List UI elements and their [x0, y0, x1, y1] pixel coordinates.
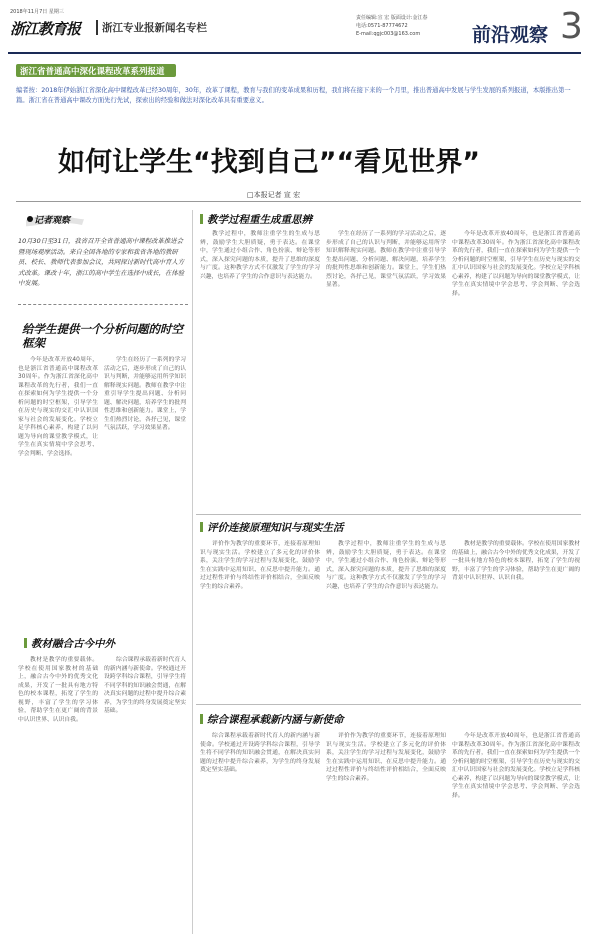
body-column-12 [326, 732, 446, 934]
body-paragraph: 综合课程承载着新时代育人的新内涵与新使命。学校通过开设跨学科综合课程，引导学生将不同学科的知识融会贯通，在解决真实问题的过程中提升综合素养，为学生的终身发展奠定坚实基础。 [104, 657, 186, 714]
body-paragraph: 今年是改革开放40周年，也是浙江省普通高中课程改革30周年。作为浙江省深化高中课程改革的先行者，我们一直在探索如何为学生提供一个分析问题的时空框架，引导学生在历史与现实的交汇中认识国家与社会的发展变化。学校立足学科核心素养，构建了以问题为导向的课堂教学模式，让学生在真实情境中学会思考、学会判断、学会选择。 [452, 231, 580, 297]
editor-note: 编者按：2018年伊始浙江省深化高中课程改革已经30周年，30年，改革了课程，教育与我们的变革成果和历程，我们将在接下来的一个月里，推出普通高中发展与学生发展的系列报道，本版推出第一篇。浙江省在普通高中课改方面先行先试，探索出的经验和做法对深化改革具有重要意义。 [16, 87, 571, 104]
lead-label-box [24, 210, 80, 226]
body-column-10 [452, 540, 580, 700]
section-heading-2 [200, 212, 312, 227]
body-column-8 [200, 540, 320, 700]
body-paragraph: 学生在经历了一系列的学习活动之后，逐步形成了自己的认识与判断，并能够运用所学知识解释现实问题。教师在教学中注重引导学生提出问题、分析问题、解决问题，培养学生的批判性思维和创新能力。课堂上，学生们热烈讨论，各抒己见，课堂气氛活跃，学习效果显著。 [326, 231, 446, 288]
body-paragraph: 今年是改革开放40周年，也是浙江省普通高中课程改革30周年。作为浙江省深化高中课程改革的先行者，我们一直在探索如何为学生提供一个分析问题的时空框架，引导学生在历史与现实的交汇中认识国家与社会的发展变化。学校立足学科核心素养，构建了以问题为导向的课堂教学模式，让学生在真实情境中学会思考、学会判断、学会选择。 [18, 357, 98, 457]
byline: □本报记者 宣 宏 [247, 191, 301, 199]
body-paragraph: 教材是教学的重要载体。学校在使用国家教材的基础上，融合古今中外的优秀文化成果，开发了一批具有地方特色的校本课程，拓宽了学生的视野，丰富了学生的学习体验，帮助学生在更广阔的背景中认识世界、认识自我。 [18, 657, 98, 723]
headline-separator [16, 201, 581, 202]
body-column-4 [104, 656, 186, 934]
masthead [8, 8, 581, 48]
column-slogan: 浙江专业报新闻名专栏 [96, 20, 207, 35]
body-paragraph: 今年是改革开放40周年，也是浙江省普通高中课程改革30周年。作为浙江省深化高中课程改革的先行者，我们一直在探索如何为学生提供一个分析问题的时空框架，引导学生在历史与现实的交汇中认识国家与社会的发展变化。学校立足学科核心素养，构建了以问题为导向的课堂教学模式，让学生在真实情境中学会思考、学会判断、学会选择。 [452, 733, 580, 799]
section-heading-1: 给学生提供一个分析问题的时空框架 [22, 322, 183, 350]
body-column-13 [452, 732, 580, 934]
heading-text: 教材融合古今中外 [31, 638, 115, 650]
issue-date: 2018年11月7日 星期三 [10, 9, 64, 15]
body-column-1 [18, 356, 98, 626]
body-column-7 [452, 230, 580, 510]
page-number: 3 [560, 6, 583, 47]
body-paragraph: 评价作为教学的重要环节，连接着原理知识与现实生活。学校建立了多元化的评价体系，关注学生的学习过程与发展变化，鼓励学生在实践中运用知识、在反思中提升能力。通过过程性评价与终结性评价相结合，全面反映学生的综合素养。 [200, 541, 320, 590]
section-heading-5 [200, 712, 344, 727]
lead-divider [18, 304, 188, 305]
body-column-6 [326, 230, 446, 510]
masthead-rule [8, 52, 581, 54]
phone-line: 电话:0571-87774672 [356, 23, 408, 29]
lead-label: 记者观察 [34, 216, 71, 226]
body-paragraph: 综合课程承载着新时代育人的新内涵与新使命。学校通过开设跨学科综合课程，引导学生将不同学科的知识融会贯通，在解决真实问题的过程中提升综合素养，为学生的终身发展奠定坚实基础。 [200, 733, 320, 773]
email-line: E-mail:qgjc003@163.com [356, 31, 421, 37]
column-divider [192, 210, 193, 934]
body-paragraph: 教学过程中，教师注重学生的生成与思辨，鼓励学生大胆质疑，勇于表达。在课堂中，学生通过小组合作、角色扮演、辩论等形式，深入探究问题的本质，提升了思维的深度与广度。这种教学方式不仅激发了学生的学习兴趣，也培养了学生的合作意识与表达能力。 [200, 231, 320, 280]
heading-marker [200, 714, 203, 724]
body-paragraph: 教材是教学的重要载体。学校在使用国家教材的基础上，融合古今中外的优秀文化成果，开发了一批具有地方特色的校本课程，拓宽了学生的视野，丰富了学生的学习体验，帮助学生在更广阔的背景中认识世界、认识自我。 [452, 541, 580, 581]
body-column-3 [18, 656, 98, 934]
section-title: 前沿观察 [472, 24, 549, 46]
heading-text: 综合课程承载新内涵与新使命 [207, 714, 344, 726]
section-heading-4 [24, 636, 115, 651]
heading-marker [24, 638, 27, 648]
section-divider [196, 514, 581, 515]
heading-text: 评价连接原理知识与现实生活 [207, 522, 344, 534]
heading-marker [200, 522, 203, 532]
series-banner [16, 64, 176, 77]
headline: 如何让学生“找到自己”“看见世界” [58, 147, 480, 178]
body-paragraph: 评价作为教学的重要环节，连接着原理知识与现实生活。学校建立了多元化的评价体系，关注学生的学习过程与发展变化，鼓励学生在实践中运用知识、在反思中提升能力。通过过程性评价与终结性评价相结合，全面反映学生的综合素养。 [326, 733, 446, 782]
editor-credits [356, 14, 468, 38]
editor-line: 责任编辑:宣 宏 版面设计:金江春 [356, 15, 428, 21]
lead-text: 10月30日至31日，我省召开全省普通高中课程改革推进会暨现场观摩活动。来自全国各地的专家和我省各地的教研员、校长、教师代表参加会议，共同探讨新时代高中育人方式改革。课改十年，浙江的高中学生在选择中成长，在体验中发展。 [18, 237, 185, 287]
newspaper-logo: 浙江教育报 [10, 20, 81, 38]
heading-text: 教学过程重生成重思辨 [207, 214, 312, 226]
body-paragraph: 教学过程中，教师注重学生的生成与思辨，鼓励学生大胆质疑，勇于表达。在课堂中，学生通过小组合作、角色扮演、辩论等形式，深入探究问题的本质，提升了思维的深度与广度。这种教学方式不仅激发了学生的学习兴趣，也培养了学生的合作意识与表达能力。 [326, 541, 446, 590]
series-banner-text: 浙江省普通高中深化课程改革系列报道 [20, 67, 165, 77]
body-column-11 [200, 732, 320, 934]
body-column-9 [326, 540, 446, 700]
heading-marker [200, 214, 203, 224]
body-column-2 [104, 356, 186, 626]
body-column-5 [200, 230, 320, 510]
section-divider [196, 704, 581, 705]
body-paragraph: 学生在经历了一系列的学习活动之后，逐步形成了自己的认识与判断，并能够运用所学知识解释现实问题。教师在教学中注重引导学生提出问题、分析问题、解决问题，培养学生的批判性思维和创新能力。课堂上，学生们热烈讨论，各抒己见，课堂气氛活跃，学习效果显著。 [104, 357, 186, 431]
section-heading-3 [200, 520, 344, 535]
